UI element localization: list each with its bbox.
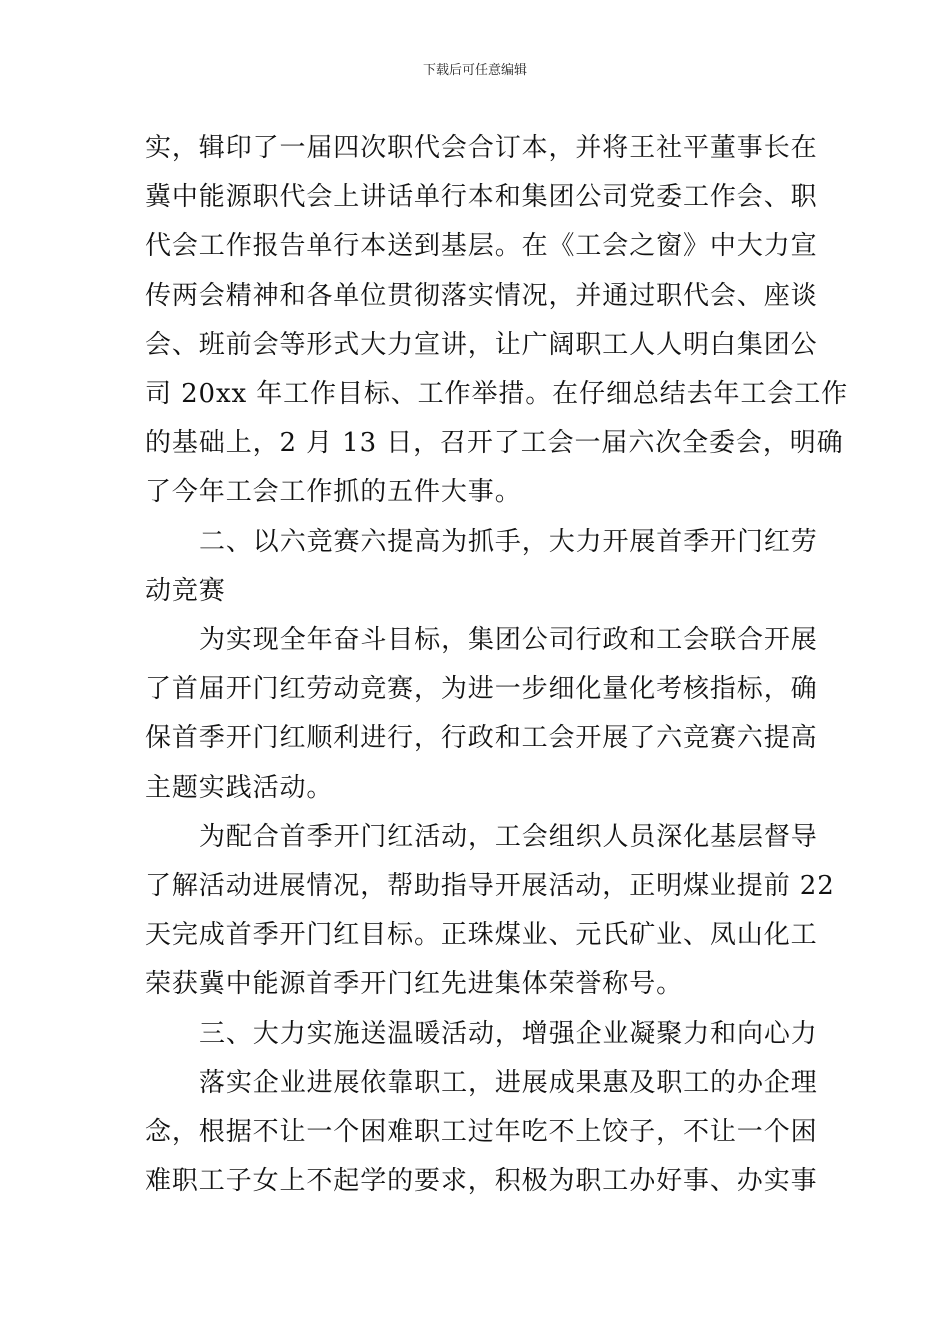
text-line: 念，根据不让一个困难职工过年吃不上饺子，不让一个困 bbox=[145, 1117, 818, 1148]
section-heading-2 bbox=[145, 518, 818, 616]
text-line: 的基础上，2 月 13 日，召开了工会一届六次全委会，明确 bbox=[145, 428, 844, 459]
text-line: 了今年工会工作抓的五件大事。 bbox=[145, 477, 522, 508]
text-line: 了首届开门红劳动竞赛，为进一步细化量化考核指标，确 bbox=[145, 674, 818, 705]
text-line: 冀中能源职代会上讲话单行本和集团公司党委工作会、职 bbox=[145, 182, 818, 213]
text-line: 传两会精神和各单位贯彻落实情况，并通过职代会、座谈 bbox=[145, 280, 818, 311]
document-body bbox=[145, 124, 849, 1206]
text-line: 代会工作报告单行本送到基层。在《工会之窗》中大力宣 bbox=[145, 231, 818, 262]
text-line: 保首季开门红顺利进行，行政和工会开展了六竞赛六提高 bbox=[145, 723, 818, 754]
paragraph-1 bbox=[145, 124, 849, 518]
text-line: 主题实践活动。 bbox=[145, 772, 334, 803]
page-header: 下载后可任意编辑 bbox=[422, 63, 527, 78]
text-line: 为配合首季开门红活动，工会组织人员深化基层督导 bbox=[199, 821, 818, 852]
paragraph-6 bbox=[145, 1059, 818, 1207]
text-line: 会、班前会等形式大力宣讲，让广阔职工人人明白集团公 bbox=[145, 329, 818, 360]
text-line: 为实现全年奋斗目标，集团公司行政和工会联合开展 bbox=[199, 625, 818, 656]
heading-line: 二、以六竞赛六提高为抓手，大力开展首季开门红劳 bbox=[199, 526, 818, 557]
paragraph-3 bbox=[145, 616, 818, 813]
text-line: 难职工子女上不起学的要求，积极为职工办好事、办实事 bbox=[145, 1166, 818, 1197]
text-line: 天完成首季开门红目标。正珠煤业、元氏矿业、凤山化工 bbox=[145, 920, 818, 951]
text-line: 了解活动进展情况，帮助指导开展活动，正明煤业提前 22 bbox=[145, 871, 835, 902]
text-line: 司 20xx 年工作目标、工作举措。在仔细总结去年工会工作 bbox=[145, 379, 849, 410]
text-line: 落实企业进展依靠职工，进展成果惠及职工的办企理 bbox=[199, 1067, 818, 1098]
text-line: 实，辑印了一届四次职代会合订本，并将王社平董事长在 bbox=[145, 133, 818, 163]
paragraph-4 bbox=[145, 813, 835, 1010]
section-heading-3 bbox=[145, 1010, 818, 1059]
heading-line: 三、大力实施送温暖活动，增强企业凝聚力和向心力 bbox=[199, 1018, 818, 1049]
text-line: 荣获冀中能源首季开门红先进集体荣誉称号。 bbox=[145, 969, 684, 1000]
heading-line: 动竞赛 bbox=[145, 575, 226, 606]
